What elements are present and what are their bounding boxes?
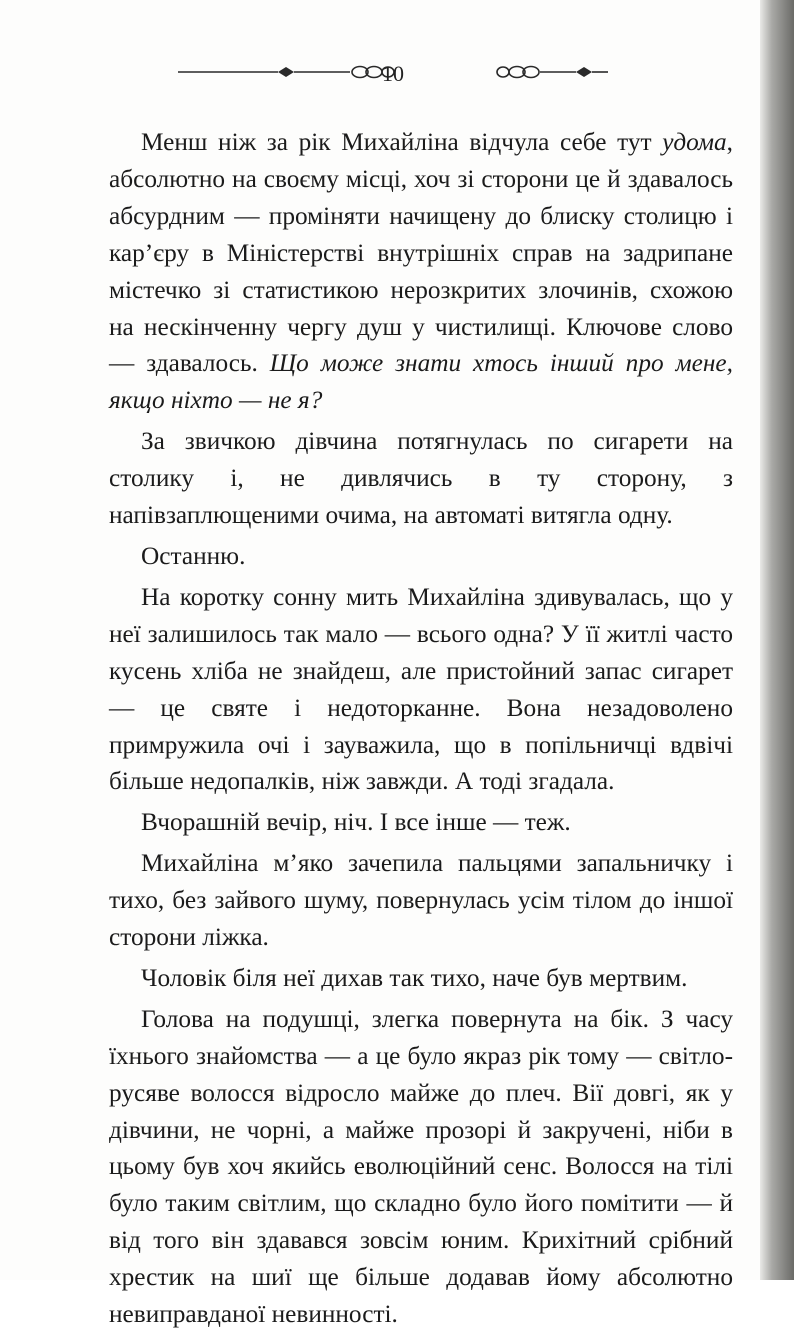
- body-text: [109, 124, 733, 1337]
- italic-text: удома: [662, 128, 727, 156]
- page-edge-shadow: [760, 0, 794, 1280]
- text-segment: Вчорашній вечір, ніч. І все інше — теж.: [141, 808, 571, 837]
- page-header: [178, 58, 608, 90]
- page-number: 10: [382, 61, 404, 86]
- text-segment: , абсолютно на своєму місці, хоч зі сторони це й здавалось абсурдним — проміняти начищену до блиску столицю і кар’єру в Міністерстві внутрішніх справ на задрипане містечко зі статистикою нерозкритих злочинів, схожою на нескінченну чергу душ у чистилищі. Ключове слово — здавалось.: [109, 128, 733, 378]
- paragraph: [109, 960, 733, 997]
- paragraph: [109, 1001, 733, 1333]
- paragraph: [109, 579, 733, 800]
- paragraph: [109, 845, 733, 956]
- italic-text: Що може знати хтось інший про мене, якщо ніхто — не я?: [109, 349, 733, 415]
- text-segment: Чоловік біля неї дихав так тихо, наче був мертвим.: [141, 963, 688, 992]
- text-segment: Останню.: [141, 541, 246, 570]
- text-segment: Михайліна м’яко зачепила пальцями запальничку і тихо, без зайвого шуму, повернулась усім тілом до іншої сторони ліжка.: [109, 849, 733, 952]
- text-segment: На коротку сонну мить Михайліна здивувалась, що у неї залишилось так мало — всього одна? У її житлі часто кусень хліба не знайдеш, але пристойний запас сигарет — це святе і недоторканне. Вона незадоволено примружила очі і зауважила, що в попільничці вдвічі більше недопалків, ніж завжди. А тоді згадала.: [109, 582, 733, 796]
- text-segment: Голова на подушці, злегка повернута на бік. З часу їхнього знайомства — а це було якраз рік тому — світло-русяве волосся відросло майже до плеч. Вії довгі, як у дівчини, не чорні, а майже прозорі й закручені, ніби в цьому був хоч якийсь еволюційний сенс. Волосся на тілі було таким світлим, що складно було його помітити — й від того він здавався зовсім юним. Крихітний срібний хрестик на шиї ще більше додавав йому абсолютно невиправданої невинності.: [109, 1004, 733, 1329]
- text-segment: Менш ніж за рік Михайліна відчула себе тут: [141, 128, 663, 156]
- paragraph: [109, 423, 733, 534]
- paragraph: [109, 538, 733, 575]
- text-segment: За звичкою дівчина потягнулась по сигарети на столику і, не дивлячись в ту сторону, з напівзаплющеними очима, на автоматі витягла одну.: [109, 427, 733, 530]
- paragraph: [109, 124, 733, 419]
- paragraph: [109, 804, 733, 841]
